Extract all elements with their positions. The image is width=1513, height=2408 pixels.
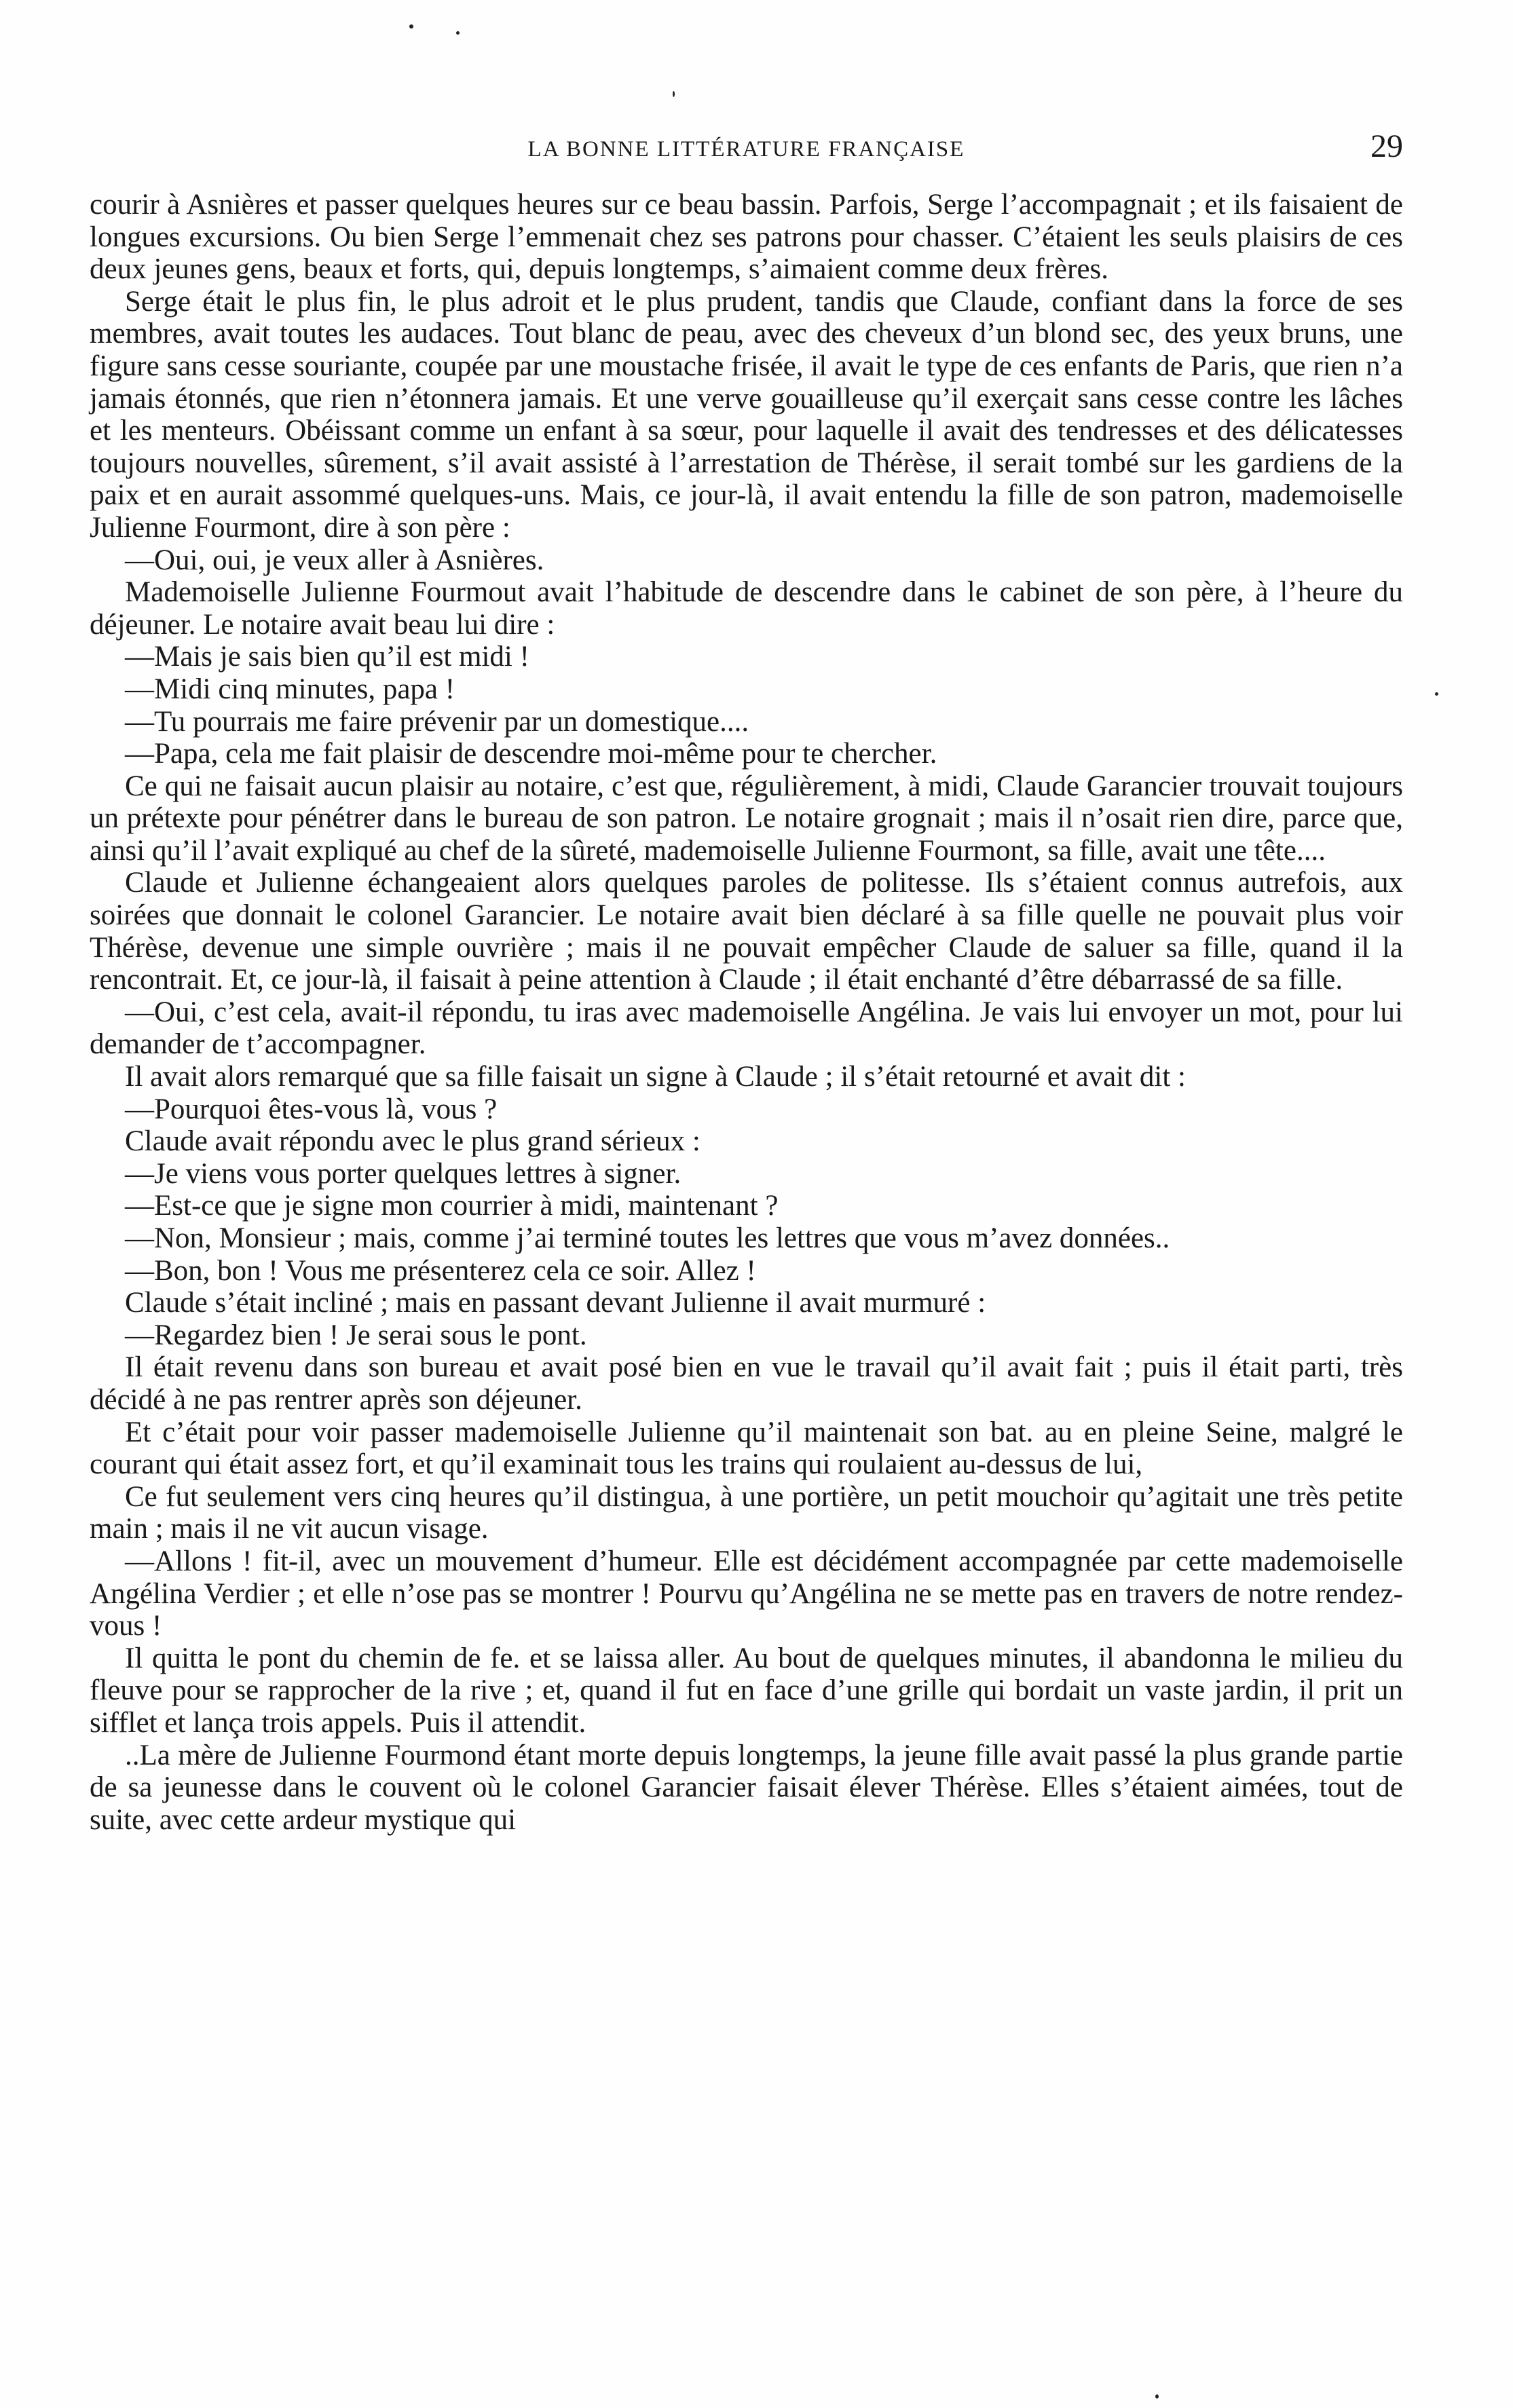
paragraph: Claude et Julienne échangeaient alors quelques paroles de politesse. Ils s’étaient connus autrefois, aux soirées que donnait le colonel Garancier. Le notaire avait bien déclaré à sa fille quelle ne pouvait plus voir Thérèse, devenue une simple ouvrière ; mais il ne pouvait empêcher Claude de saluer sa fille, quand il la rencontrait. Et, ce jour-là, il faisait à peine attention à Claude ; il était enchanté d’être débarrassé de sa fille. xyxy=(90,867,1403,996)
print-speck xyxy=(1155,2394,1159,2398)
dialogue-line: —Midi cinq minutes, papa ! xyxy=(125,673,455,705)
body-text xyxy=(90,189,1403,1836)
print-speck xyxy=(409,24,413,29)
dialogue-line: —Papa, cela me fait plaisir de descendre moi-même pour te chercher. xyxy=(125,738,937,770)
dialogue-line: —Mais je sais bien qu’il est midi ! xyxy=(125,641,529,673)
paragraph: Mademoiselle Julienne Fourmout avait l’habitude de descendre dans le cabinet de son père, à l’heure du déjeuner. Le notaire avait beau lui dire : xyxy=(90,576,1403,641)
dialogue-line: —Tu pourrais me faire prévenir par un domestique.... xyxy=(125,705,749,738)
paragraph: ..La mère de Julienne Fourmond étant morte depuis longtemps, la jeune fille avait passé la plus grande partie de sa jeunesse dans le couvent où le colonel Garancier faisait élever Thérèse. Elles s’étaient aimées, tout de suite, avec cette ardeur mystique qui xyxy=(90,1739,1403,1836)
paragraph: Il quitta le pont du chemin de fe. et se laissa aller. Au bout de quelques minutes, il abandonna le milieu du fleuve pour se rapprocher de la rive ; et, quand il fut en face d’une grille qui bordait un vaste jardin, il prit un sifflet et lança trois appels. Puis il attendit. xyxy=(90,1642,1403,1739)
dialogue-line: —Oui, c’est cela, avait-il répondu, tu iras avec mademoiselle Angélina. Je vais lui envoyer un mot, pour lui demander de t’accompagner. xyxy=(90,996,1403,1061)
paragraph: courir à Asnières et passer quelques heures sur ce beau bassin. Parfois, Serge l’accompagnait ; et ils faisaient de longues excursions. Ou bien Serge l’emmenait chez ses patrons pour chasser. C’étaient les seuls plaisirs de ces deux jeunes gens, beaux et forts, qui, depuis longtemps, s’aimaient comme deux frères. xyxy=(90,189,1403,286)
dialogue-line: —Pourquoi êtes-vous là, vous ? xyxy=(125,1093,498,1125)
dialogue-line: —Non, Monsieur ; mais, comme j’ai terminé toutes les lettres que vous m’avez données.. xyxy=(125,1222,1170,1254)
paragraph: Serge était le plus fin, le plus adroit et le plus prudent, tandis que Claude, confiant dans la force de ses membres, avait toutes les audaces. Tout blanc de peau, avec des cheveux d’un blond sec, des yeux bruns, une figure sans cesse souriante, coupée par une moustache frisée, il avait le type de ces enfants de Paris, que rien n’a jamais étonnés, que rien n’étonnera jamais. Et une verve gouailleuse qu’il exerçait sans cesse contre les lâches et les menteurs. Obéissant comme un enfant à sa sœur, pour laquelle il avait des tendresses et des délicatesses toujours nouvelles, sûrement, s’il avait assisté à l’arrestation de Thérèse, il serait tombé sur les gardiens de la paix et en aurait assommé quelques-uns. Mais, ce jour-là, il avait entendu la fille de son patron, mademoiselle Julienne Fourmont, dire à son père : xyxy=(90,285,1403,544)
paragraph: Il avait alors remarqué que sa fille faisait un signe à Claude ; il s’était retourné et avait dit : xyxy=(125,1061,1186,1093)
paragraph: Ce fut seulement vers cinq heures qu’il distingua, à une portière, un petit mouchoir qu’agitait une très petite main ; mais il ne vit aucun visage. xyxy=(90,1480,1403,1545)
paragraph: Il était revenu dans son bureau et avait posé bien en vue le travail qu’il avait fait ; puis il était parti, très décidé à ne pas rentrer après son déjeuner. xyxy=(90,1351,1403,1416)
print-speck xyxy=(1435,692,1438,696)
dialogue-line: —Est-ce que je signe mon courrier à midi, maintenant ? xyxy=(125,1190,779,1222)
dialogue-line: —Bon, bon ! Vous me présenterez cela ce soir. Allez ! xyxy=(125,1254,756,1287)
page-number: 29 xyxy=(1370,128,1403,164)
dialogue-line: —Regardez bien ! Je serai sous le pont. xyxy=(125,1319,587,1351)
dialogue-line: —Je viens vous porter quelques lettres à signer. xyxy=(125,1157,681,1190)
running-title: LA BONNE LITTÉRATURE FRANÇAISE xyxy=(527,137,965,162)
dialogue-line: —Oui, oui, je veux aller à Asnières. xyxy=(125,544,544,576)
paragraph: Ce qui ne faisait aucun plaisir au notaire, c’est que, régulièrement, à midi, Claude Garancier trouvait toujours un prétexte pour pénétrer dans le bureau de son patron. Le notaire grognait ; mais il n’osait rien dire, parce que, ainsi qu’il l’avait expliqué au chef de la sûreté, mademoiselle Julienne Fourmont, sa fille, avait une tête.... xyxy=(90,770,1403,867)
dialogue-line: —Allons ! fit-il, avec un mouvement d’humeur. Elle est décidément accompagnée par cette mademoiselle Angélina Verdier ; et elle n’ose pas se montrer ! Pourvu qu’Angélina ne se mette pas en travers de notre rendez-vous ! xyxy=(90,1545,1403,1642)
paragraph: Claude s’était incliné ; mais en passant devant Julienne il avait murmuré : xyxy=(125,1287,986,1319)
print-speck xyxy=(673,91,675,97)
page-header xyxy=(90,128,1403,168)
print-speck xyxy=(456,31,460,35)
paragraph: Et c’était pour voir passer mademoiselle Julienne qu’il maintenait son bat. au en pleine Seine, malgré le courant qui était assez fort, et qu’il examinait tous les trains qui roulaient au-dessus de lui, xyxy=(90,1416,1403,1481)
paragraph: Claude avait répondu avec le plus grand sérieux : xyxy=(125,1125,701,1158)
